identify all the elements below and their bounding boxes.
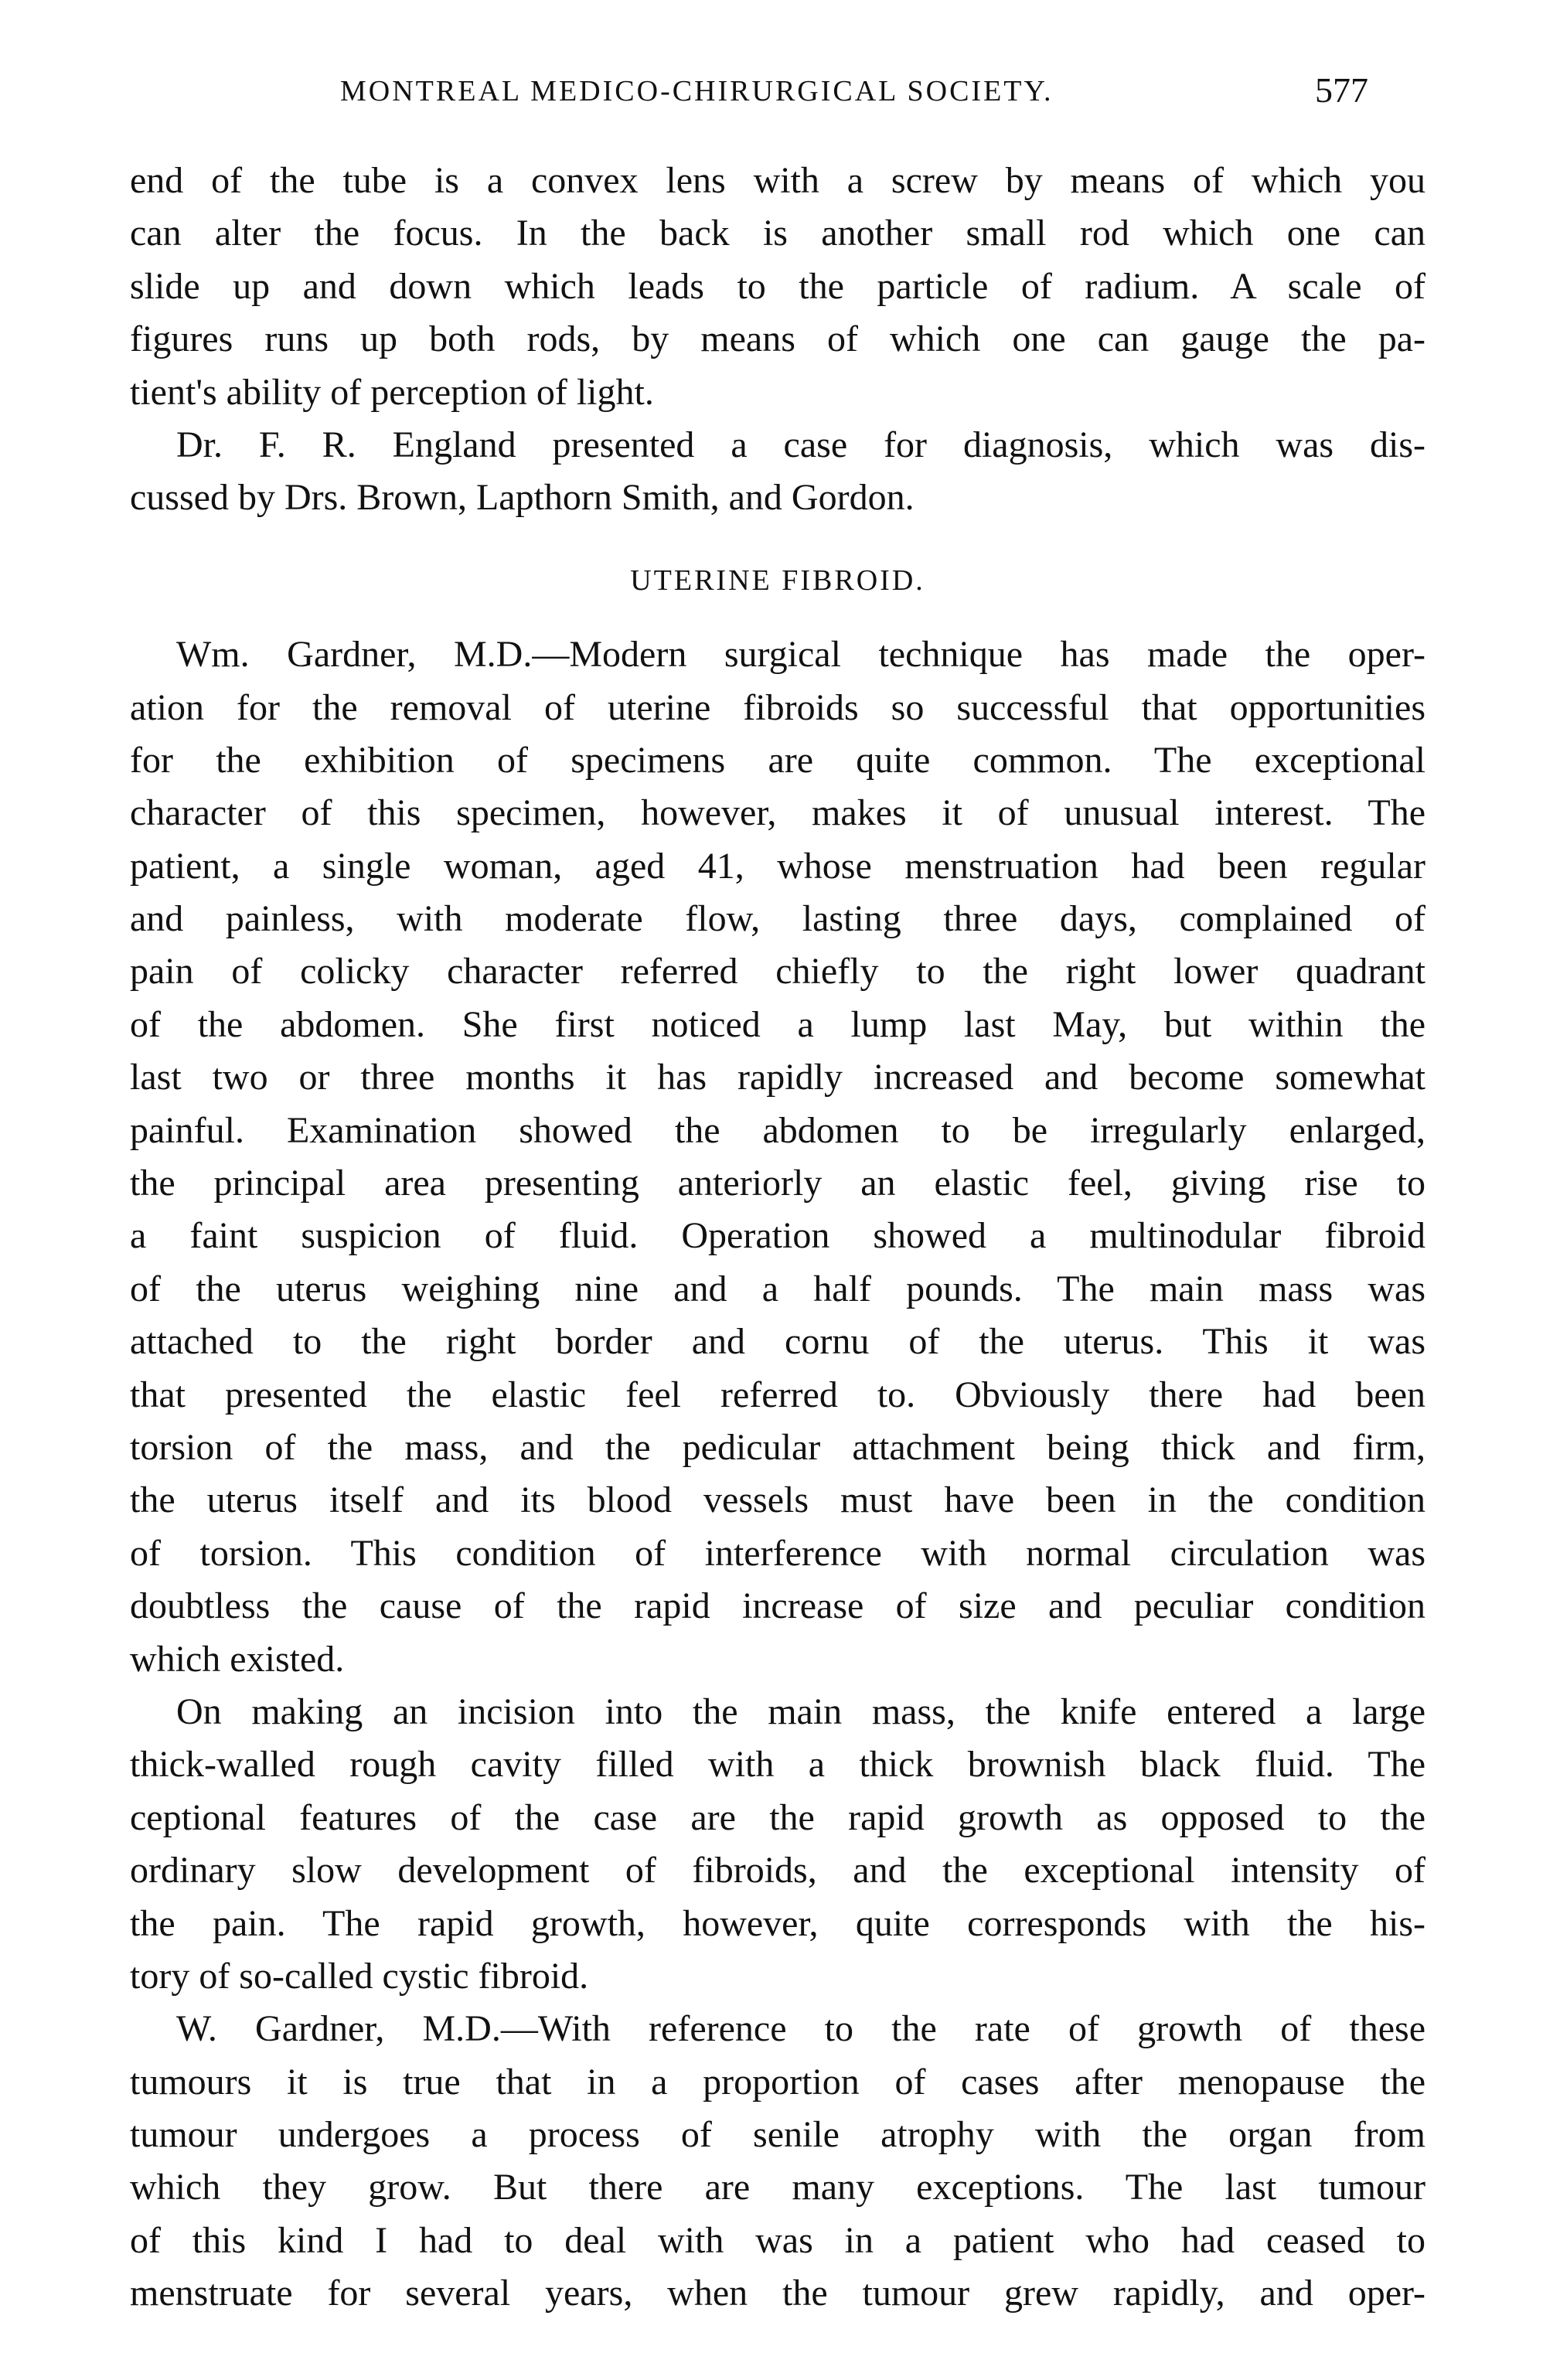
text-line: the uterus itself and its blood vessels must have been in the condition bbox=[130, 1479, 1425, 1521]
text-line: of the abdomen. She first noticed a lump last May, but within the bbox=[130, 1003, 1425, 1045]
page-number: 577 bbox=[1315, 70, 1368, 110]
text-line: tumour undergoes a process of senile atrophy with the organ from bbox=[130, 2114, 1425, 2156]
text-line: can alter the focus. In the back is another small rod which one can bbox=[130, 213, 1425, 254]
text-line: character of this specimen, however, makes it of unusual interest. The bbox=[130, 792, 1425, 834]
text-line: the pain. The rapid growth, however, quite corresponds with the his- bbox=[130, 1902, 1425, 1944]
text-line: that presented the elastic feel referred to. Obviously there had been bbox=[130, 1374, 1425, 1415]
paragraph-incision bbox=[130, 1686, 1425, 2003]
text-line: last two or three months it has rapidly increased and become somewhat bbox=[130, 1057, 1425, 1098]
text-line: pain of colicky character referred chiefly to the right lower quadrant bbox=[130, 951, 1425, 993]
text-line: of this kind I had to deal with was in a patient who had ceased to bbox=[130, 2219, 1425, 2261]
text-line: which existed. bbox=[130, 1638, 345, 1680]
header-title: MONTREAL MEDICO-CHIRURGICAL SOCIETY. bbox=[340, 75, 1054, 107]
text-line: W. Gardner, M.D.—With reference to the rate of growth of these bbox=[176, 2008, 1425, 2050]
text-line: doubtless the cause of the rapid increase of size and peculiar condition bbox=[130, 1585, 1425, 1627]
paragraph-growth-rate bbox=[130, 2003, 1425, 2320]
text-line: cussed by Drs. Brown, Lapthorn Smith, and Gordon. bbox=[130, 477, 915, 519]
text-line: tory of so-called cystic fibroid. bbox=[130, 1955, 589, 1997]
text-line: of the uterus weighing nine and a half pounds. The main mass was bbox=[130, 1268, 1425, 1309]
text-line: Wm. Gardner, M.D.—Modern surgical technique has made the oper- bbox=[176, 634, 1425, 676]
text-line: ceptional features of the case are the rapid growth as opposed to the bbox=[130, 1796, 1425, 1838]
text-line: ordinary slow development of fibroids, and the exceptional intensity of bbox=[130, 1850, 1425, 1891]
text-line: tumours it is true that in a proportion of cases after menopause the bbox=[130, 2061, 1425, 2103]
text-line: menstruate for several years, when the tumour grew rapidly, and oper- bbox=[130, 2273, 1425, 2314]
paragraph-england-case bbox=[130, 419, 1425, 525]
text-line: painful. Examination showed the abdomen to be irregularly enlarged, bbox=[130, 1109, 1425, 1151]
text-line: On making an incision into the main mass, the knife entered a large bbox=[176, 1691, 1425, 1732]
text-line: end of the tube is a convex lens with a screw by means of which you bbox=[130, 160, 1425, 201]
text-line: for the exhibition of specimens are quite common. The exceptional bbox=[130, 739, 1425, 781]
body-text bbox=[130, 155, 1425, 2320]
text-line: the principal area presenting anteriorly an elastic feel, giving rise to bbox=[130, 1163, 1425, 1204]
text-line: tient's ability of perception of light. bbox=[130, 371, 654, 413]
text-line: figures runs up both rods, by means of which one can gauge the pa- bbox=[130, 318, 1425, 360]
text-line: which they grow. But there are many exceptions. The last tumour bbox=[130, 2167, 1425, 2208]
text-line: a faint suspicion of fluid. Operation showed a multinodular fibroid bbox=[130, 1215, 1425, 1257]
running-head bbox=[155, 70, 1438, 121]
text-line: thick-walled rough cavity filled with a thick brownish black fluid. The bbox=[130, 1744, 1425, 1786]
text-line: Dr. F. R. England presented a case for diagnosis, which was dis- bbox=[176, 424, 1425, 465]
text-line: attached to the right border and cornu of the uterus. This it was bbox=[130, 1321, 1425, 1363]
section-heading: UTERINE FIBROID. bbox=[630, 564, 925, 597]
paragraph-radium-instrument bbox=[130, 155, 1425, 419]
text-line: ation for the removal of uterine fibroids so successful that opportunities bbox=[130, 686, 1425, 728]
text-line: torsion of the mass, and the pedicular attachment being thick and firm, bbox=[130, 1426, 1425, 1468]
text-line: patient, a single woman, aged 41, whose menstruation had been regular bbox=[130, 845, 1425, 887]
paragraph-gardner-specimen bbox=[130, 628, 1425, 1686]
text-line: slide up and down which leads to the particle of radium. A scale of bbox=[130, 265, 1425, 307]
text-line: and painless, with moderate flow, lasting three days, complained of bbox=[130, 898, 1425, 940]
text-line: of torsion. This condition of interference with normal circulation was bbox=[130, 1532, 1425, 1574]
